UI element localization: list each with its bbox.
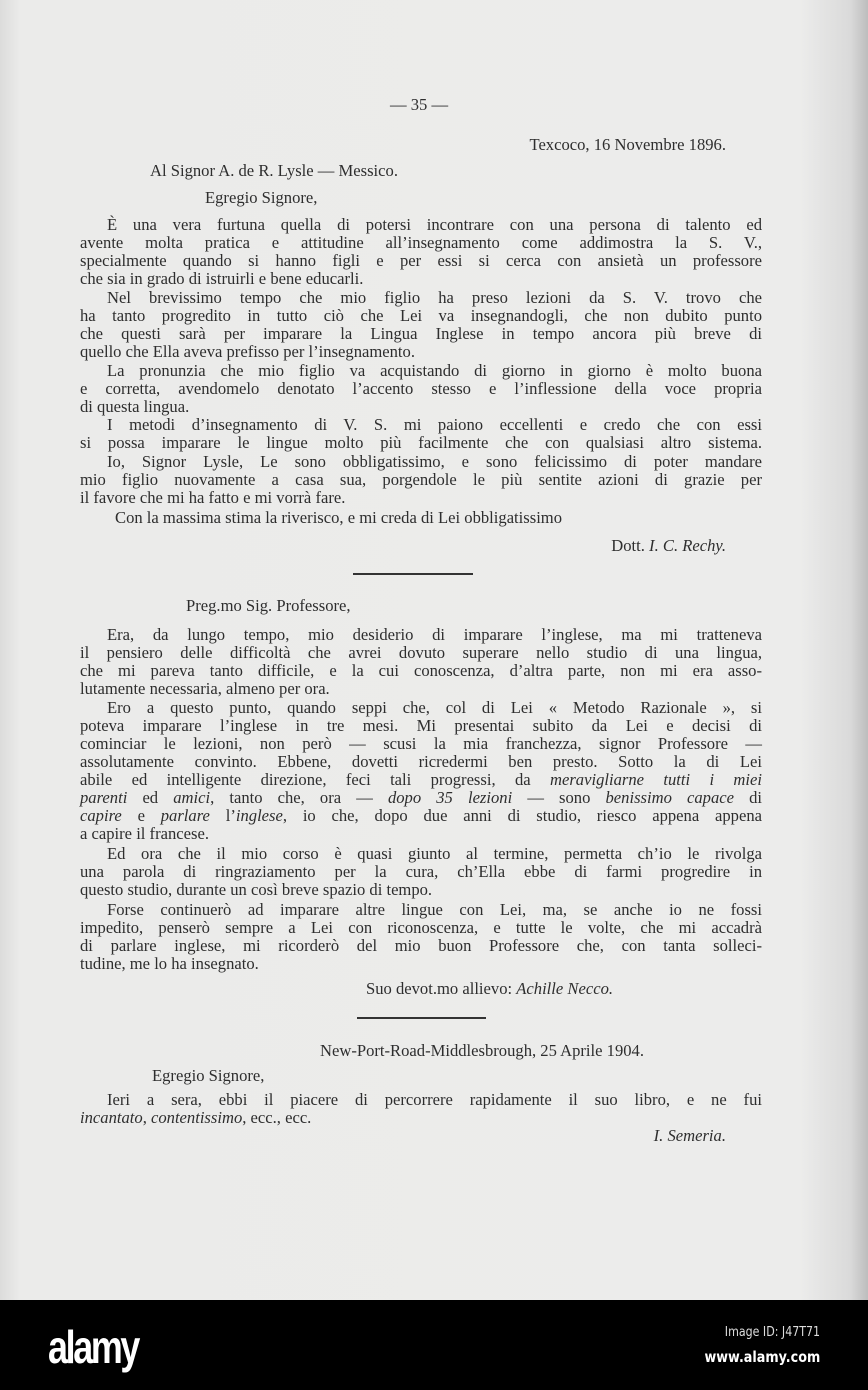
text-line [80, 936, 762, 956]
text-segment: mio figlio nuovamente a casa sua, porgendole le più sentite azioni di grazie per [80, 470, 762, 489]
text-line [80, 806, 762, 826]
text-segment: Dott. [611, 536, 650, 555]
text-line [107, 361, 762, 381]
text-segment: , ecc., ecc. [242, 1108, 312, 1127]
text-line [80, 324, 762, 344]
text-segment: New-Port-Road-Middlesbrough, 25 Aprile 1904. [320, 1041, 644, 1060]
italic-text: parlare [160, 806, 210, 825]
text-line [80, 433, 762, 453]
text-segment: il favore che mi ha fatto e mi vorrà fare. [80, 488, 346, 507]
text-line [107, 625, 762, 645]
text-segment: di parlare inglese, mi ricorderò del mio buon Professore che, con tanta solleci- [80, 936, 762, 955]
text-line [80, 306, 762, 326]
text-line [80, 752, 762, 772]
italic-text: I. Semeria. [653, 1126, 726, 1145]
text-segment: Suo devot.mo allievo: [366, 979, 517, 998]
text-segment: quello che Ella aveva prefisso per l’insegnamento. [80, 342, 415, 361]
text-line [80, 233, 762, 253]
text-segment: Con la massima stima la riverisco, e mi creda di Lei obbligatissimo [115, 508, 563, 527]
section-divider [353, 573, 473, 575]
italic-text: benissimo capace [605, 788, 734, 807]
text-line [80, 470, 762, 490]
text-line [80, 661, 762, 681]
text-line [80, 862, 762, 882]
image-id-text: Image ID: J47T71 [724, 1325, 820, 1340]
text-segment: si possa imparare le lingue molto più facilmente che con qualsiasi altro sistema. [80, 433, 762, 452]
text-segment: Ed ora che il mio corso è quasi giunto al termine, permetta ch’io le rivolga [107, 844, 762, 863]
text-line [80, 716, 762, 736]
text-segment: Al Signor A. de R. Lysle — Messico. [150, 161, 398, 180]
text-segment: lutamente necessaria, almeno per ora. [80, 679, 330, 698]
text-line [80, 824, 209, 844]
text-segment: Nel brevissimo tempo che mio figlio ha preso lezioni da S. V. trovo che [107, 288, 762, 307]
website-link[interactable]: www.alamy.com [704, 1348, 820, 1366]
text-line [80, 880, 432, 900]
text-line [320, 1041, 644, 1061]
text-segment: il pensiero delle difficoltà che avrei dovuto superare nello studio di una lingua, [80, 643, 762, 662]
text-line [107, 900, 762, 920]
text-line [186, 596, 351, 616]
italic-text: I. C. Rechy. [649, 536, 726, 555]
text-segment: a capire il francese. [80, 824, 209, 843]
text-line [152, 1066, 264, 1086]
text-segment: che mi pareva tanto difficile, e la cui conoscenza, d’altra parte, non mi era asso- [80, 661, 762, 680]
text-line [611, 536, 726, 556]
text-segment: che questi sarà per imparare la Lingua Inglese in tempo ancora più breve di [80, 324, 762, 343]
text-segment: e [121, 806, 161, 825]
text-segment: Forse continuerò ad imparare altre lingue con Lei, ma, se anche io ne fossi [107, 900, 762, 919]
text-segment: — 35 — [389, 95, 449, 114]
text-segment: , [142, 1108, 151, 1127]
text-segment: La pronunzia che mio figlio va acquistando di giorno in giorno è molto buona [107, 361, 762, 380]
section-divider [357, 1017, 486, 1019]
text-line [107, 215, 762, 235]
italic-text: dopo 35 lezioni [387, 788, 513, 807]
text-line [80, 643, 762, 663]
text-line [80, 488, 345, 508]
text-segment: di [733, 788, 763, 807]
text-line [150, 161, 398, 181]
italic-text: Achille Necco. [516, 979, 614, 998]
text-line [80, 918, 762, 938]
text-segment: assolutamente convinto. Ebbene, dovetti ricredermi ben presto. Sotto la di Lei [80, 752, 762, 771]
text-line [80, 1108, 311, 1128]
text-segment: Io, Signor Lysle, Le sono obbligatissimo, e sono felicissimo di poter mandare [107, 452, 762, 471]
text-segment: l’ [209, 806, 236, 825]
text-line [80, 251, 762, 271]
italic-text: contentissimo [150, 1108, 243, 1127]
text-segment: avente molta pratica e attitudine all’insegnamento come addimostra la S. V., [80, 233, 762, 252]
text-segment: specialmente quando si hanno figli e per essi si cerca con ansietà un professore [80, 251, 762, 270]
text-line [80, 954, 259, 974]
text-segment: Ero a questo punto, quando seppi che, col di Lei « Metodo Razionale », si [107, 698, 762, 717]
italic-text: capire [80, 806, 122, 825]
text-segment: Era, da lungo tempo, mio desiderio di imparare l’inglese, ma mi tratteneva [107, 625, 762, 644]
text-segment: Egregio Signore, [152, 1066, 265, 1085]
text-line [80, 770, 762, 790]
text-segment: I metodi d’insegnamento di V. S. mi paiono eccellenti e credo che con essi [107, 415, 762, 434]
text-line [107, 415, 762, 435]
text-segment: e corretta, avendomelo denotato l’accento stesso e l’inflessione della voce propria [80, 379, 762, 398]
text-line [107, 288, 762, 308]
text-segment: poteva imparare l’inglese in tre mesi. Mi presentai subito da Lei e decisi di [80, 716, 762, 735]
text-segment: cominciar le lezioni, non però — scusi la mia franchezza, signor Professore — [80, 734, 762, 753]
text-line [115, 508, 562, 528]
alamy-logo: alamy [48, 1321, 139, 1373]
page-number [379, 95, 459, 115]
text-segment: ha tanto progredito in tutto ciò che Lei va insegnandogli, che non dubito punto [80, 306, 762, 325]
text-segment: ed [127, 788, 174, 807]
text-line [107, 698, 762, 718]
watermark-footer [0, 1300, 868, 1390]
text-line [80, 342, 415, 362]
text-segment: tudine, me lo ha insegnato. [80, 954, 259, 973]
text-line [80, 379, 762, 399]
text-line [107, 844, 762, 864]
text-segment: impedito, penserò sempre a Lei con riconoscenza, e tutte le volte, che mi accadrà [80, 918, 762, 937]
text-line [80, 679, 330, 699]
text-segment: di questa lingua. [80, 397, 190, 416]
italic-text: meravigliarne tutti i miei [549, 770, 762, 789]
text-line [80, 734, 762, 754]
text-line [366, 979, 613, 999]
text-segment: — sono [512, 788, 606, 807]
text-segment: , io che, dopo due anni di studio, riesco appena appena [282, 806, 762, 825]
text-segment: una parola di ringraziamento per la cura, ch’Ella ebbe di farmi progredire in [80, 862, 762, 881]
text-segment: Texcoco, 16 Novembre 1896. [529, 135, 726, 154]
text-line [107, 1090, 762, 1110]
text-line [107, 452, 762, 472]
text-segment: Egregio Signore, [205, 188, 318, 207]
text-segment: che sia in grado di istruirli e bene educarli. [80, 269, 364, 288]
text-line [80, 397, 189, 417]
italic-text: amici [173, 788, 211, 807]
italic-text: inglese [235, 806, 283, 825]
italic-text: parenti [80, 788, 128, 807]
text-segment: Preg.mo Sig. Professore, [186, 596, 351, 615]
text-line [80, 269, 363, 289]
text-line [654, 1126, 726, 1146]
text-segment: Ieri a sera, ebbi il piacere di percorrere rapidamente il suo libro, e ne fui [107, 1090, 762, 1109]
italic-text: incantato [80, 1108, 143, 1127]
text-line [529, 135, 726, 155]
text-segment: , tanto che, ora — [210, 788, 388, 807]
text-line [205, 188, 317, 208]
text-segment: È una vera furtuna quella di potersi incontrare con una persona di talento ed [107, 215, 762, 234]
text-line [80, 788, 762, 808]
text-segment: abile ed intelligente direzione, feci tali progressi, da [80, 770, 550, 789]
text-segment: questo studio, durante un così breve spazio di tempo. [80, 880, 433, 899]
